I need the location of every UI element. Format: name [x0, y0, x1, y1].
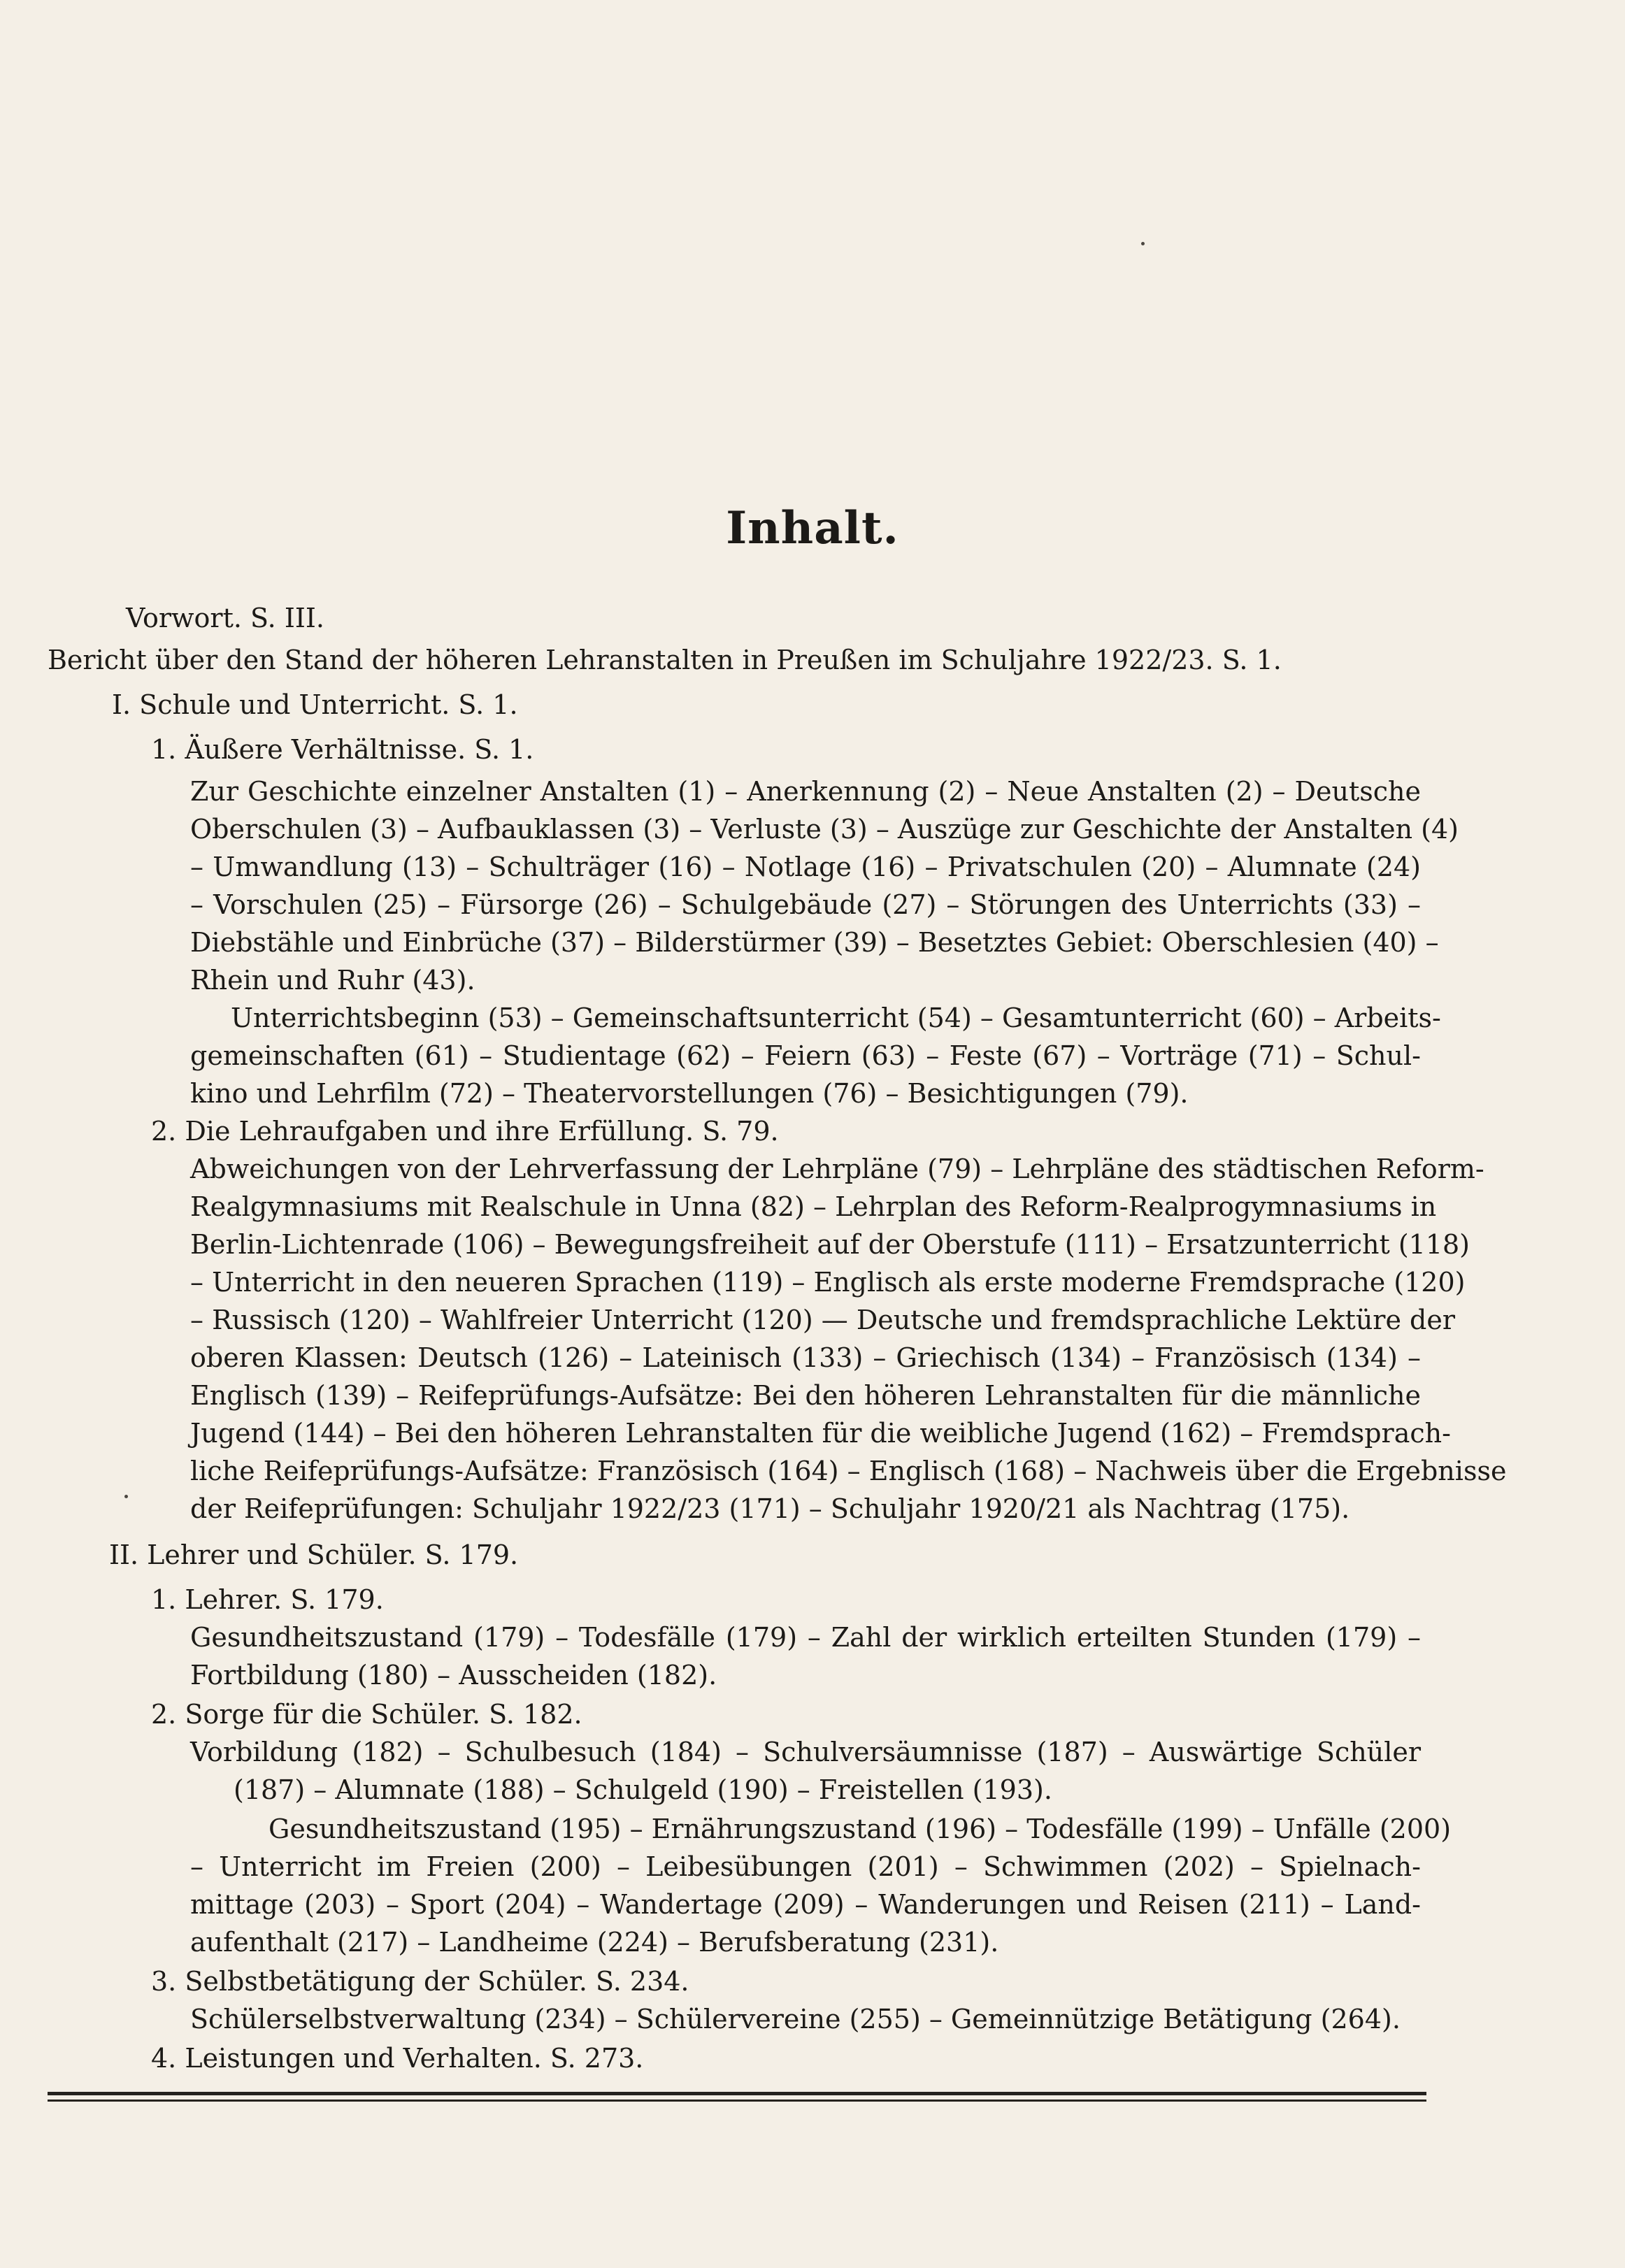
toc-part-1: I. Schule und Unterricht. S. 1.: [112, 689, 518, 720]
toc-section-2-1-heading: 1. Lehrer. S. 179.: [151, 1584, 384, 1615]
toc-section-text-line: Vorbildung (182) – Schulbesuch (184) – Schulversäumnisse (187) – Auswärtige Schüler: [190, 1737, 1421, 1767]
toc-section-text-line: Berlin-Lichtenrade (106) – Bewegungsfreiheit auf der Oberstufe (111) – Ersatzunterricht (118): [190, 1229, 1470, 1260]
toc-section-text-line: Jugend (144) – Bei den höheren Lehranstalten für die weibliche Jugend (162) – Fremdsprach-: [190, 1418, 1451, 1449]
toc-section-text-line: kino und Lehrfilm (72) – Theatervorstellungen (76) – Besichtigungen (79).: [190, 1078, 1189, 1109]
toc-section-2-4-heading: 4. Leistungen und Verhalten. S. 273.: [151, 2043, 644, 2074]
toc-section-text-line: Diebstähle und Einbrüche (37) – Bilderstürmer (39) – Besetztes Gebiet: Oberschlesien (40) –: [190, 927, 1439, 958]
toc-section-text-line: (187) – Alumnate (188) – Schulgeld (190) – Freistellen (193).: [234, 1774, 1052, 1805]
toc-part-2: II. Lehrer und Schüler. S. 179.: [109, 1539, 519, 1570]
toc-section-1-1-heading: 1. Äußere Verhältnisse. S. 1.: [151, 734, 534, 765]
toc-section-text-line: mittage (203) – Sport (204) – Wandertage (209) – Wanderungen und Reisen (211) – Land-: [190, 1889, 1421, 1920]
toc-section-text-line: – Unterricht in den neueren Sprachen (119) – Englisch als erste moderne Fremdsprache (120): [190, 1267, 1466, 1298]
toc-section-text-line: Englisch (139) – Reifeprüfungs-Aufsätze: Bei den höheren Lehranstalten für die männliche: [190, 1380, 1421, 1411]
toc-section-text-line: Zur Geschichte einzelner Anstalten (1) – Anerkennung (2) – Neue Anstalten (2) – Deutsche: [190, 776, 1421, 807]
toc-section-2-3-heading: 3. Selbstbetätigung der Schüler. S. 234.: [151, 1966, 689, 1997]
toc-section-text-line: Rhein und Ruhr (43).: [190, 965, 475, 996]
toc-section-text-line: – Umwandlung (13) – Schulträger (16) – Notlage (16) – Privatschulen (20) – Alumnate (24): [190, 852, 1421, 882]
page-title: Inhalt.: [726, 502, 899, 554]
toc-section-text-line: – Russisch (120) – Wahlfreier Unterricht (120) — Deutsche und fremdsprachliche Lektüre der: [190, 1305, 1456, 1335]
toc-section-text-line: Abweichungen von der Lehrverfassung der Lehrpläne (79) – Lehrpläne des städtischen Reform-: [190, 1154, 1484, 1184]
toc-section-text-line: gemeinschaften (61) – Studientage (62) – Feiern (63) – Feste (67) – Vorträge (71) – Schul-: [190, 1040, 1421, 1071]
toc-section-text-line: oberen Klassen: Deutsch (126) – Lateinisch (133) – Griechisch (134) – Französisch (134) –: [190, 1342, 1421, 1373]
toc-section-text-line: liche Reifeprüfungs-Aufsätze: Französisch (164) – Englisch (168) – Nachweis über die Ergebnisse: [190, 1456, 1507, 1486]
toc-entry-bericht: Bericht über den Stand der höheren Lehranstalten in Preußen im Schuljahre 1922/23. S. 1.: [48, 645, 1282, 675]
toc-section-text-line: Gesundheitszustand (179) – Todesfälle (179) – Zahl der wirklich erteilten Stunden (179) –: [190, 1622, 1421, 1653]
toc-section-text-line: Fortbildung (180) – Ausscheiden (182).: [190, 1660, 717, 1691]
toc-section-2-2-heading: 2. Sorge für die Schüler. S. 182.: [151, 1699, 582, 1730]
toc-entry-vorwort: Vorwort. S. III.: [126, 603, 324, 633]
toc-section-text-line: Oberschulen (3) – Aufbauklassen (3) – Verluste (3) – Auszüge zur Geschichte der Anstalten (4): [190, 814, 1459, 845]
toc-section-1-2-heading: 2. Die Lehraufgaben und ihre Erfüllung. S. 79.: [151, 1116, 779, 1147]
toc-section-text-line: – Vorschulen (25) – Fürsorge (26) – Schulgebäude (27) – Störungen des Unterrichts (33) –: [190, 889, 1421, 920]
paper-speck: [1141, 242, 1145, 245]
toc-section-text-line: aufenthalt (217) – Landheime (224) – Berufsberatung (231).: [190, 1927, 999, 1958]
toc-section-text-line: Gesundheitszustand (195) – Ernährungszustand (196) – Todesfälle (199) – Unfälle (200): [269, 1814, 1452, 1844]
toc-section-text-line: Unterrichtsbeginn (53) – Gemeinschaftsunterricht (54) – Gesamtunterricht (60) – Arbeits-: [231, 1003, 1441, 1033]
toc-section-text-line: Realgymnasiums mit Realschule in Unna (82) – Lehrplan des Reform-Realprogymnasiums in: [190, 1191, 1437, 1222]
toc-section-text-line: – Unterricht im Freien (200) – Leibesübungen (201) – Schwimmen (202) – Spielnach-: [190, 1851, 1421, 1882]
paper-speck: [124, 1495, 128, 1498]
toc-section-text-line: Schülerselbstverwaltung (234) – Schülervereine (255) – Gemeinnützige Betätigung (264).: [190, 2004, 1401, 2034]
toc-section-text-line: der Reifeprüfungen: Schuljahr 1922/23 (171) – Schuljahr 1920/21 als Nachtrag (175).: [190, 1493, 1350, 1524]
double-rule-divider: [48, 2092, 1426, 2102]
